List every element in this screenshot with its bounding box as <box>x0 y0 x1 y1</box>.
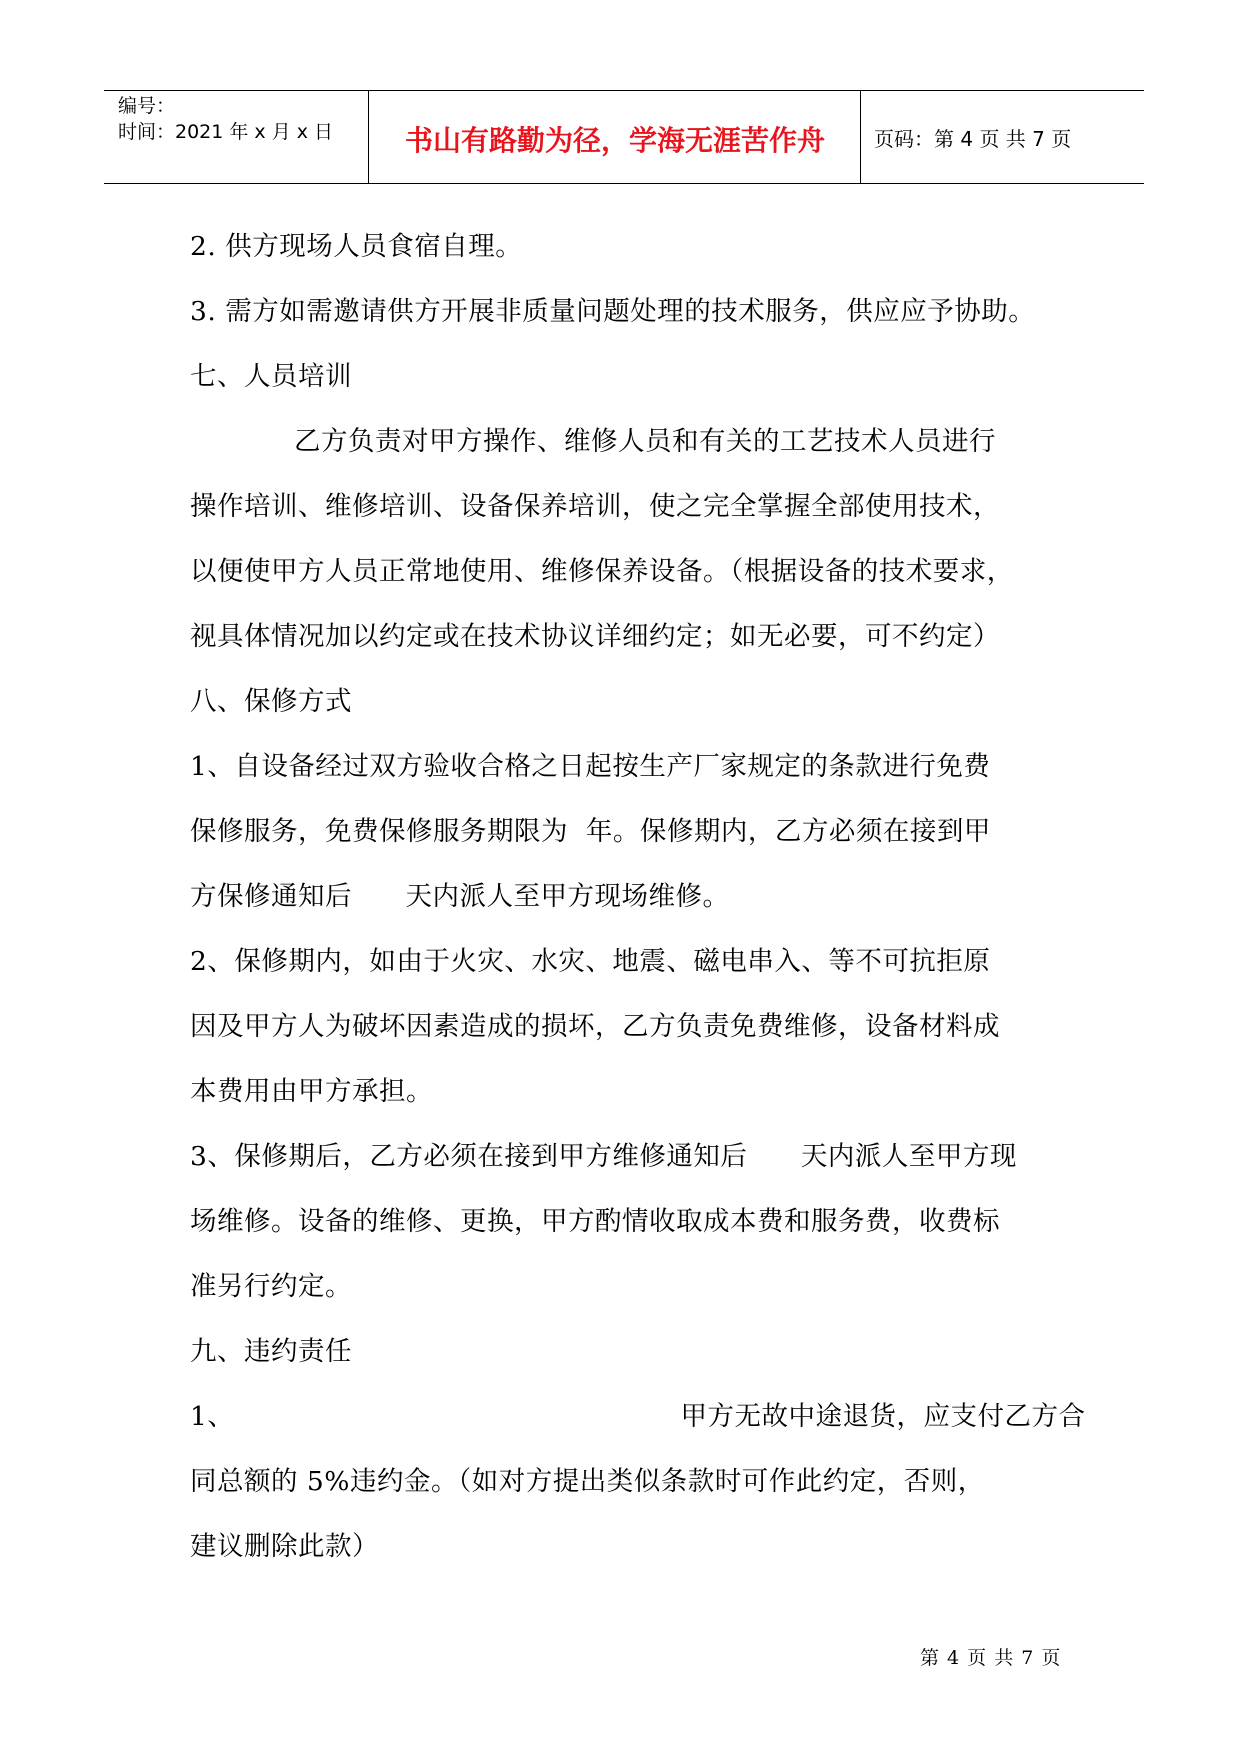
paragraph-line: 3. 需方如需邀请供方开展非质量问题处理的技术服务，供应应予协助。 <box>190 296 1036 327</box>
paragraph-line: 3、保修期后，乙方必须在接到甲方维修通知后 天内派人至甲方现 <box>190 1141 1017 1172</box>
paragraph-line: 建议删除此款） <box>190 1531 379 1562</box>
header-motto: 书山有路勤为径，学海无涯苦作舟 <box>404 124 825 157</box>
header-number-label: 编号： <box>118 95 176 117</box>
section-heading: 七、人员培训 <box>190 361 352 392</box>
header-meta <box>118 93 333 145</box>
page-footer: 第 4 页 共 7 页 <box>920 1647 1062 1669</box>
header-page-label: 页码：第 4 页 共 7 页 <box>874 127 1072 151</box>
header-divider <box>368 91 369 183</box>
header-time-label: 时间：2021 年 x 月 x 日 <box>118 121 334 143</box>
paragraph-line: 2、保修期内，如由于火灾、水灾、地震、磁电串入、等不可抗拒原 <box>190 946 991 977</box>
paragraph-line: 准另行约定。 <box>190 1271 352 1302</box>
paragraph-line: 同总额的 5%违约金。（如对方提出类似条款时可作此约定，否则， <box>190 1466 985 1497</box>
paragraph-line: 操作培训、维修培训、设备保养培训，使之完全掌握全部使用技术， <box>190 491 1000 522</box>
document-body <box>190 214 1086 1579</box>
paragraph-line: 2. 供方现场人员食宿自理。 <box>190 231 523 262</box>
paragraph-line: 1、 甲方无故中途退货，应支付乙方合 <box>190 1401 1086 1432</box>
paragraph-line: 乙方负责对甲方操作、维修人员和有关的工艺技术人员进行 <box>294 426 996 457</box>
paragraph-line: 方保修通知后 天内派人至甲方现场维修。 <box>190 881 730 912</box>
section-heading: 九、违约责任 <box>190 1336 352 1367</box>
paragraph-line: 保修服务，免费保修服务期限为 年。保修期内，乙方必须在接到甲 <box>190 816 991 847</box>
paragraph-line: 1、自设备经过双方验收合格之日起按生产厂家规定的条款进行免费 <box>190 751 991 782</box>
paragraph-line: 视具体情况加以约定或在技术协议详细约定；如无必要，可不约定） <box>190 621 1000 652</box>
paragraph-line: 以便使甲方人员正常地使用、维修保养设备。（根据设备的技术要求， <box>190 556 1014 587</box>
paragraph-line: 场维修。设备的维修、更换，甲方酌情收取成本费和服务费，收费标 <box>190 1206 1000 1237</box>
header-divider <box>860 91 861 183</box>
section-heading: 八、保修方式 <box>190 686 352 717</box>
paragraph-line: 本费用由甲方承担。 <box>190 1076 433 1107</box>
paragraph-line: 因及甲方人为破坏因素造成的损坏，乙方负责免费维修，设备材料成 <box>190 1011 1000 1042</box>
document-header <box>104 90 1144 184</box>
